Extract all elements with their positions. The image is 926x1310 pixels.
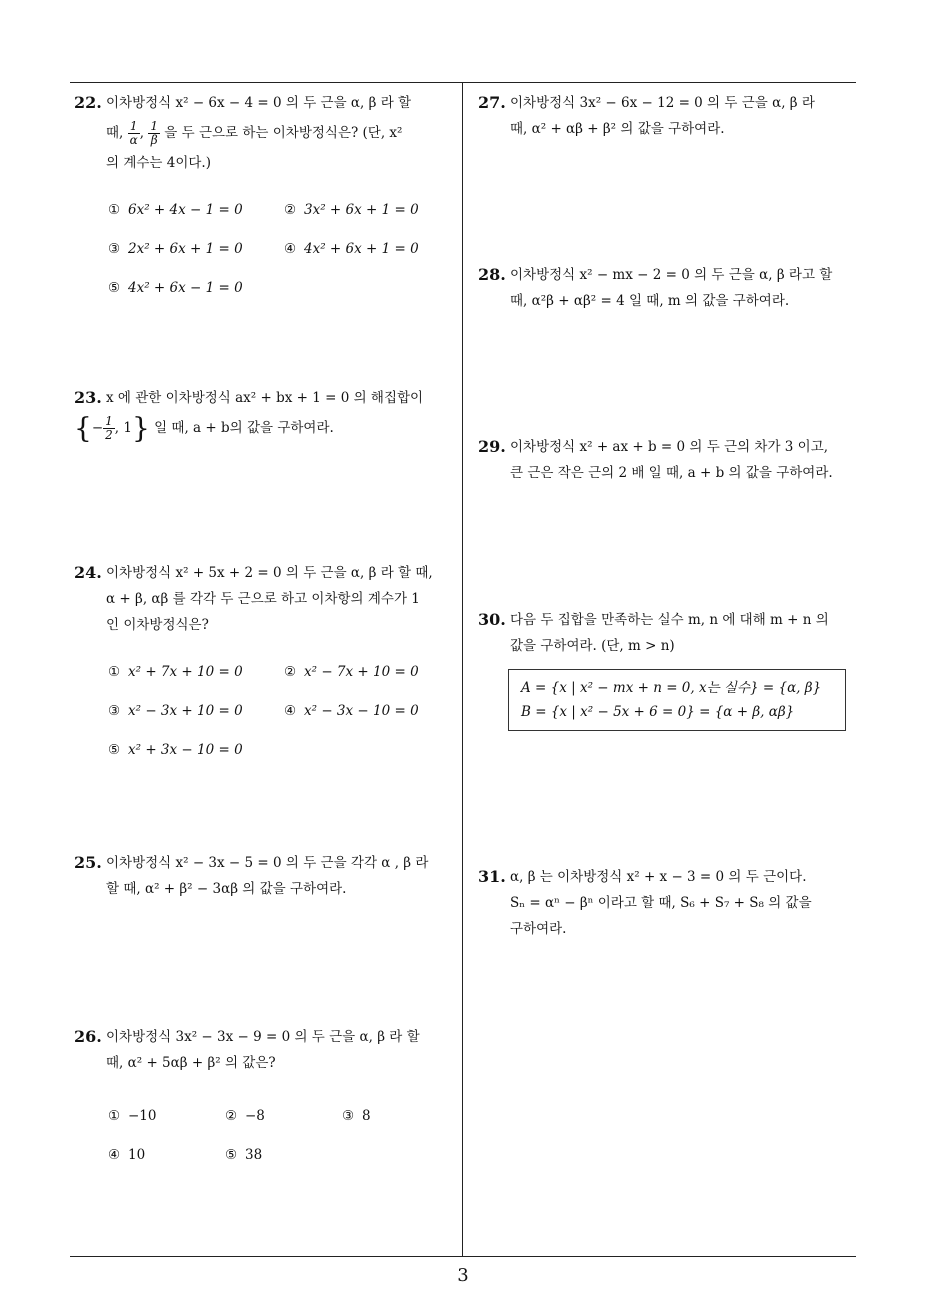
choice-text: −10: [128, 1107, 157, 1124]
problem-text-line: 이차방정식 3x² − 6x − 12 = 0 의 두 근을 α, β 라: [510, 95, 815, 111]
problem-text-fragment: 일 때, a + b의 값을 구하여라.: [154, 420, 334, 436]
problem-text-line: 때, α² + 5αβ + β² 의 값은?: [106, 1055, 276, 1071]
bottom-rule: [70, 1256, 856, 1257]
close-brace: }: [131, 411, 150, 445]
numerator: 1: [150, 119, 158, 133]
numerator: 1: [105, 414, 113, 428]
choice-3[interactable]: [108, 698, 284, 724]
choice-5[interactable]: [225, 1142, 262, 1168]
choice-text: 8: [362, 1107, 371, 1124]
denominator: β: [150, 133, 158, 147]
choice-5[interactable]: [108, 275, 243, 301]
choice-list: [108, 652, 458, 769]
choice-list: [108, 190, 458, 307]
problem-text-fragment: 을 두 근으로 하는 이차방정식은? (단, x²: [164, 125, 403, 141]
problem-31: [478, 864, 860, 942]
choice-text: 2x² + 6x + 1 = 0: [128, 240, 243, 257]
numerator: 1: [128, 120, 140, 134]
choice-3[interactable]: [342, 1103, 371, 1129]
problem-28: [478, 262, 860, 314]
problem-text-line: 구하여라.: [510, 921, 567, 937]
choice-text: x² − 3x − 10 = 0: [304, 702, 419, 719]
choice-mark: ②: [225, 1107, 238, 1124]
choice-1[interactable]: [108, 659, 284, 685]
minus-sign: −: [91, 420, 104, 436]
problem-text-line: x 에 관한 이차방정식 ax² + bx + 1 = 0 의 해집합이: [106, 390, 424, 406]
choice-mark: ②: [284, 663, 297, 680]
denominator: α: [129, 133, 138, 147]
problem-number: 30.: [478, 610, 506, 629]
choice-mark: ③: [108, 240, 121, 257]
choice-text: 4x² + 6x + 1 = 0: [304, 240, 419, 257]
page-number: 3: [457, 1265, 469, 1286]
choice-4[interactable]: [284, 698, 419, 724]
choice-text: 6x² + 4x − 1 = 0: [128, 201, 243, 218]
problem-number: 23.: [74, 388, 102, 407]
choice-mark: ④: [284, 240, 297, 257]
choice-text: 4x² + 6x − 1 = 0: [128, 279, 243, 296]
problem-26: [74, 1024, 458, 1174]
top-rule: [70, 82, 856, 83]
problem-number: 29.: [478, 437, 506, 456]
problem-text-line: 이차방정식 x² + ax + b = 0 의 두 근의 차가 3 이고,: [510, 439, 829, 455]
problem-text-line: 다음 두 집합을 만족하는 실수 m, n 에 대해 m + n 의: [510, 612, 829, 628]
problem-27: [478, 90, 860, 142]
denominator: 2: [105, 428, 113, 442]
choice-text: x² + 3x − 10 = 0: [128, 741, 243, 758]
problem-text-line: 때, α²β + αβ² = 4 일 때, m 의 값을 구하여라.: [510, 293, 790, 309]
choice-mark: ⑤: [225, 1146, 238, 1163]
problem-text-line: 이차방정식 x² − 6x − 4 = 0 의 두 근을 α, β 라 할: [106, 95, 412, 111]
problem-23: [74, 385, 458, 446]
problem-25: [74, 850, 458, 902]
choice-2[interactable]: [284, 197, 419, 223]
choice-mark: ②: [284, 201, 297, 218]
column-divider: [462, 82, 463, 1256]
set-element: , 1: [114, 420, 132, 436]
choice-mark: ③: [342, 1107, 355, 1124]
choice-mark: ①: [108, 201, 121, 218]
choice-text: x² + 7x + 10 = 0: [128, 663, 243, 680]
choice-mark: ④: [284, 702, 297, 719]
problem-number: 27.: [478, 93, 506, 112]
set-a-definition: A = {x | x² − mx + n = 0, x는 실수} = {α, β}: [521, 680, 822, 696]
choice-text: x² − 3x + 10 = 0: [128, 702, 243, 719]
problem-text-line: 이차방정식 x² − mx − 2 = 0 의 두 근을 α, β 라고 할: [510, 267, 833, 283]
problem-number: 31.: [478, 867, 506, 886]
choice-text: x² − 7x + 10 = 0: [304, 663, 419, 680]
problem-number: 25.: [74, 853, 102, 872]
problem-number: 22.: [74, 93, 102, 112]
choice-text: −8: [245, 1107, 265, 1124]
problem-text-line: 의 계수는 4이다.): [106, 155, 211, 171]
problem-text-line: α, β 는 이차방정식 x² + x − 3 = 0 의 두 근이다.: [510, 869, 807, 885]
choice-mark: ⑤: [108, 741, 121, 758]
choice-mark: ④: [108, 1146, 121, 1163]
problem-text-line: 이차방정식 3x² − 3x − 9 = 0 의 두 근을 α, β 라 할: [106, 1029, 420, 1045]
problem-text-line: 인 이차방정식은?: [106, 617, 209, 633]
problem-text-line: 할 때, α² + β² − 3αβ 의 값을 구하여라.: [106, 881, 347, 897]
problem-24: [74, 560, 458, 769]
problem-29: [478, 434, 860, 486]
choice-3[interactable]: [108, 236, 284, 262]
choice-1[interactable]: [108, 1103, 225, 1129]
choice-4[interactable]: [284, 236, 419, 262]
problem-number: 26.: [74, 1027, 102, 1046]
choice-text: 38: [245, 1146, 263, 1163]
problem-text-line: 이차방정식 x² + 5x + 2 = 0 의 두 근을 α, β 라 할 때,: [106, 565, 433, 581]
choice-4[interactable]: [108, 1142, 225, 1168]
set-b-definition: B = {x | x² − 5x + 6 = 0} = {α + β, αβ}: [521, 704, 795, 720]
problem-number: 28.: [478, 265, 506, 284]
choice-1[interactable]: [108, 197, 284, 223]
problem-text-line: 값을 구하여라. (단, m > n): [510, 638, 675, 654]
problem-text-line: 때, α² + αβ + β² 의 값을 구하여라.: [510, 121, 725, 137]
open-brace: {: [74, 411, 92, 445]
problem-text-line: Sₙ = αⁿ − βⁿ 이라고 할 때, S₆ + S₇ + S₈ 의 값을: [510, 895, 812, 911]
problem-text-fragment: 때,: [106, 125, 124, 141]
problem-text-line: 큰 근은 작은 근의 2 배 일 때, a + b 의 값을 구하여라.: [510, 465, 833, 481]
problem-30: [478, 607, 860, 731]
choice-5[interactable]: [108, 737, 243, 763]
problem-text-line: α + β, αβ 를 각각 두 근으로 하고 이차항의 계수가 1: [106, 591, 420, 607]
choice-mark: ⑤: [108, 279, 121, 296]
choice-text: 3x² + 6x + 1 = 0: [304, 201, 419, 218]
choice-list: [108, 1096, 458, 1174]
fraction: [103, 415, 115, 442]
choice-text: 10: [128, 1146, 146, 1163]
set-definition-box: [508, 669, 846, 731]
problem-text-line: 이차방정식 x² − 3x − 5 = 0 의 두 근을 각각 α , β 라: [106, 855, 429, 871]
fraction: [148, 120, 160, 147]
choice-2[interactable]: [284, 659, 419, 685]
choice-2[interactable]: [225, 1103, 342, 1129]
problem-22: 22. 이차방정식 x² − 6x − 4 = 0 의 두 근을 α, β 라 할 때, $\frac{1}{\alpha}$ , $\frac{1}{\beta}$ 을 두 근으로 하는 이차방정식은? (단, x² 의 계수는 4이다.) ① 6x² + 4x − 1 = 0 ② 3x² + 6x + 1 = 0 ③ 2x² + 6x + 1 = 0 ④ 4x² + 6x + 1 = 0 ⑤ 4x² + 6x − 1 = 0: [74, 90, 458, 307]
problem-number: 24.: [74, 563, 102, 582]
fraction: [128, 120, 140, 147]
choice-mark: ①: [108, 663, 121, 680]
choice-mark: ①: [108, 1107, 121, 1124]
choice-mark: ③: [108, 702, 121, 719]
